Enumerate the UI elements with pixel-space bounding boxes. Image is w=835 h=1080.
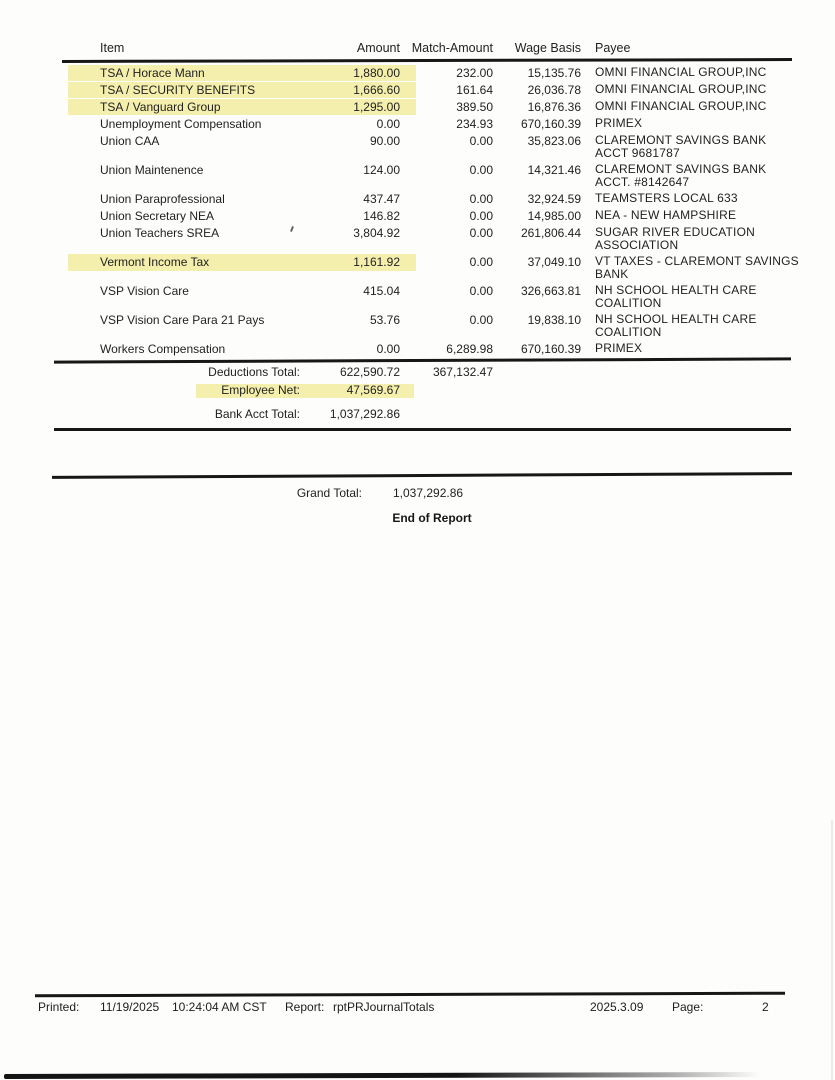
col-header-match-amount: Match-Amount xyxy=(411,41,493,55)
row-amount: 437.47 xyxy=(363,192,400,206)
col-header-item: Item xyxy=(100,41,125,55)
row-payee: VT TAXES - CLAREMONT SAVINGS BANK xyxy=(595,254,799,281)
deductions-total-match: 367,132.47 xyxy=(432,365,493,379)
footer-report-name: rptPRJournalTotals xyxy=(333,1000,435,1014)
bank-acct-total-label: Bank Acct Total: xyxy=(214,407,300,421)
table-row xyxy=(62,207,802,224)
table-row xyxy=(62,115,802,132)
totals-top-rule xyxy=(54,357,791,363)
row-payee: NH SCHOOL HEALTH CARE COALITION xyxy=(595,312,757,339)
table-rows xyxy=(62,64,802,357)
row-payee: TEAMSTERS LOCAL 633 xyxy=(595,191,738,205)
footer xyxy=(0,1000,835,1016)
footer-page-label: Page: xyxy=(672,1000,704,1014)
row-payee: PRIMEX xyxy=(595,341,643,355)
employee-net-label: Employee Net: xyxy=(221,383,300,397)
footer-rule xyxy=(35,992,785,998)
row-payee: CLAREMONT SAVINGS BANK ACCT 9681787 xyxy=(595,133,767,160)
row-match: 0.00 xyxy=(469,209,493,223)
table-row xyxy=(62,132,802,161)
footer-printed-time: 10:24:04 AM CST xyxy=(172,1000,267,1014)
row-amount: 0.00 xyxy=(376,117,400,131)
table-row xyxy=(62,340,802,357)
row-match: 0.00 xyxy=(469,134,493,148)
row-payee: OMNI FINANCIAL GROUP,INC xyxy=(595,82,767,96)
row-amount: 1,880.00 xyxy=(353,66,400,80)
footer-printed-label: Printed: xyxy=(38,1000,80,1014)
row-match: 234.93 xyxy=(456,117,493,131)
row-wage: 16,876.36 xyxy=(527,100,581,114)
row-item: Unemployment Compensation xyxy=(100,117,262,131)
table-row xyxy=(62,98,802,115)
row-amount: 1,161.92 xyxy=(353,255,400,269)
employee-net-amount: 47,569.67 xyxy=(346,383,400,397)
footer-printed-date: 11/19/2025 xyxy=(100,1000,160,1014)
row-item: Union Maintenence xyxy=(100,163,204,177)
table-row xyxy=(62,190,802,207)
row-amount: 124.00 xyxy=(363,163,400,177)
bank-acct-total-line xyxy=(62,407,802,422)
grand-total-amount: 1,037,292.86 xyxy=(393,486,464,500)
row-amount: 0.00 xyxy=(376,342,400,356)
deductions-total-amount: 622,590.72 xyxy=(339,365,400,379)
header-rule xyxy=(62,58,792,63)
row-item: TSA / Vanguard Group xyxy=(100,100,221,114)
row-wage: 35,823.06 xyxy=(527,134,581,148)
deductions-total-line xyxy=(62,365,802,380)
row-match: 0.00 xyxy=(469,226,493,240)
row-wage: 32,924.59 xyxy=(527,192,581,206)
grand-total-line xyxy=(62,486,802,500)
row-wage: 19,838.10 xyxy=(527,313,581,327)
row-wage: 326,663.81 xyxy=(520,284,581,298)
report-body xyxy=(62,64,802,525)
bank-acct-total-amount: 1,037,292.86 xyxy=(329,407,400,421)
row-item: Union Secretary NEA xyxy=(100,209,215,223)
row-match: 389.50 xyxy=(456,100,493,114)
table-row xyxy=(62,81,802,98)
col-header-wage-basis: Wage Basis xyxy=(514,41,581,55)
row-match: 0.00 xyxy=(469,284,493,298)
row-wage: 37,049.10 xyxy=(527,255,581,269)
employee-net-line xyxy=(62,383,802,398)
row-item: Union CAA xyxy=(100,134,160,148)
row-payee: OMNI FINANCIAL GROUP,INC xyxy=(595,99,767,113)
row-match: 0.00 xyxy=(469,255,493,269)
row-payee: NEA - NEW HAMPSHIRE xyxy=(595,208,737,222)
row-payee: CLAREMONT SAVINGS BANK ACCT. #8142647 xyxy=(595,162,767,189)
grand-total-label: Grand Total: xyxy=(296,486,362,500)
row-amount: 1,666.60 xyxy=(353,83,400,97)
col-header-payee: Payee xyxy=(595,41,631,55)
table-row xyxy=(62,161,802,190)
scan-edge-right xyxy=(831,820,833,1080)
table-row xyxy=(62,311,802,340)
row-wage: 14,321.46 xyxy=(527,163,581,177)
row-wage: 261,806.44 xyxy=(520,226,581,240)
row-match: 232.00 xyxy=(456,66,493,80)
row-amount: 3,804.92 xyxy=(353,226,400,240)
row-item: VSP Vision Care Para 21 Pays xyxy=(100,313,265,327)
row-amount: 90.00 xyxy=(369,134,400,148)
row-wage: 26,036.78 xyxy=(527,83,581,97)
col-header-amount: Amount xyxy=(356,41,400,55)
row-amount: 1,295.00 xyxy=(353,100,400,114)
table-header xyxy=(62,41,802,56)
row-wage: 14,985.00 xyxy=(527,209,581,223)
end-of-report-text: End of Report xyxy=(392,511,472,525)
row-match: 6,289.98 xyxy=(446,342,493,356)
table-row xyxy=(62,64,802,81)
row-item: TSA / Horace Mann xyxy=(100,66,205,80)
row-payee: PRIMEX xyxy=(595,116,643,130)
row-amount: 146.82 xyxy=(363,209,400,223)
footer-version: 2025.3.09 xyxy=(590,1000,644,1014)
row-item: Union Paraprofessional xyxy=(100,192,225,206)
row-payee: NH SCHOOL HEALTH CARE COALITION xyxy=(595,283,757,310)
row-payee: SUGAR RIVER EDUCATION ASSOCIATION xyxy=(595,225,755,252)
row-match: 0.00 xyxy=(469,163,493,177)
row-wage: 670,160.39 xyxy=(520,342,581,356)
footer-report-label: Report: xyxy=(285,1000,325,1014)
row-match: 0.00 xyxy=(469,313,493,327)
scanner-edge-artifact xyxy=(4,1072,760,1079)
table-row xyxy=(62,224,802,253)
row-wage: 670,160.39 xyxy=(520,117,581,131)
row-match: 0.00 xyxy=(469,192,493,206)
footer-page-number: 2 xyxy=(762,1000,769,1014)
deductions-total-label: Deductions Total: xyxy=(208,365,300,379)
row-payee: OMNI FINANCIAL GROUP,INC xyxy=(595,65,767,79)
row-item: Vermont Income Tax xyxy=(100,255,210,269)
header-indent xyxy=(62,41,100,56)
row-amount: 415.04 xyxy=(363,284,400,298)
row-match: 161.64 xyxy=(456,83,493,97)
row-item: Union Teachers SREA xyxy=(100,226,220,240)
table-row xyxy=(62,282,802,311)
totals-block xyxy=(62,365,802,422)
table-row xyxy=(62,253,802,282)
row-item: Workers Compensation xyxy=(100,342,226,356)
row-item: TSA / SECURITY BENEFITS xyxy=(100,83,256,97)
row-item: VSP Vision Care xyxy=(100,284,189,298)
row-wage: 15,135.76 xyxy=(527,66,581,80)
row-amount: 53.76 xyxy=(369,313,400,327)
